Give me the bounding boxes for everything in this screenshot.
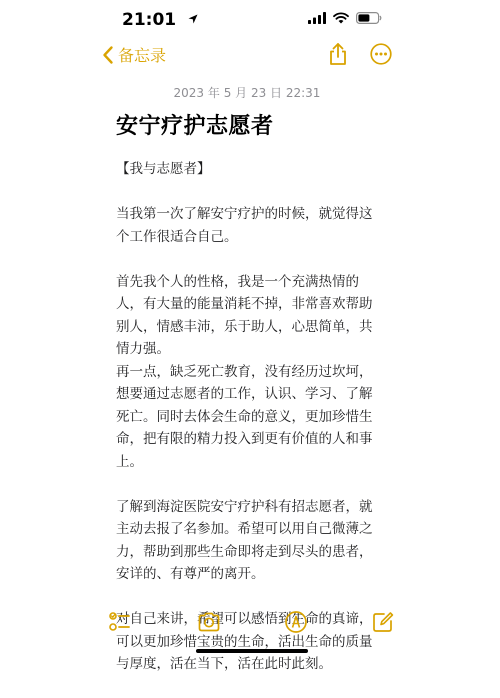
- wifi-icon: [333, 12, 349, 24]
- note-paragraph: 对自己来讲，希望可以感悟到生命的真谛，可以更加珍惜宝贵的生命，活出生命的质量与厚度，活在当下，活在此时此刻。: [116, 611, 373, 672]
- cellular-signal-icon: [308, 12, 326, 24]
- checklist-icon[interactable]: [108, 610, 132, 634]
- camera-icon[interactable]: [197, 610, 221, 634]
- home-indicator: [196, 649, 308, 653]
- location-arrow-icon: [188, 14, 198, 24]
- status-time: 21:01: [122, 10, 177, 30]
- compose-icon[interactable]: [371, 610, 395, 634]
- more-ellipsis-icon[interactable]: [370, 43, 392, 65]
- chevron-left-icon: [102, 46, 114, 64]
- status-indicators: [308, 12, 382, 24]
- status-bar: [0, 0, 500, 40]
- share-icon[interactable]: [327, 42, 349, 66]
- back-button[interactable]: [102, 43, 166, 66]
- note-paragraph: 当我第一次了解安宁疗护的时候，就觉得这个工作很适合自己。: [116, 206, 373, 245]
- bottom-toolbar: [0, 610, 500, 638]
- markup-pen-icon[interactable]: [284, 610, 308, 634]
- note-paragraph: 【我与志愿者】: [116, 161, 211, 177]
- note-paragraph: 首先我个人的性格，我是一个充满热情的人，有大量的能量消耗不掉，非常喜欢帮助别人，情感丰沛，乐于助人，心思简单，共情力强。: [116, 273, 373, 357]
- note-content[interactable]: [116, 84, 406, 698]
- note-paragraph: 再一点，缺乏死亡教育，没有经历过坎坷，想要通过志愿者的工作，认识、学习、了解死亡。同时去体会生命的意义，更加珍惜生命，把有限的精力投入到更有价值的人和事上。: [116, 363, 373, 470]
- note-date: 2023 年 5 月 23 日 22:31: [173, 86, 321, 100]
- note-body: [116, 158, 384, 676]
- nav-bar: [0, 40, 500, 74]
- back-button-label: 备忘录: [118, 46, 167, 65]
- note-title: 安宁疗护志愿者: [116, 114, 274, 139]
- battery-icon: [356, 12, 382, 24]
- note-paragraph: 了解到海淀医院安宁疗护科有招志愿者，就主动去报了名参加。希望可以用自己微薄之力，帮助到那些生命即将走到尽头的患者，安详的、有尊严的离开。: [116, 498, 373, 582]
